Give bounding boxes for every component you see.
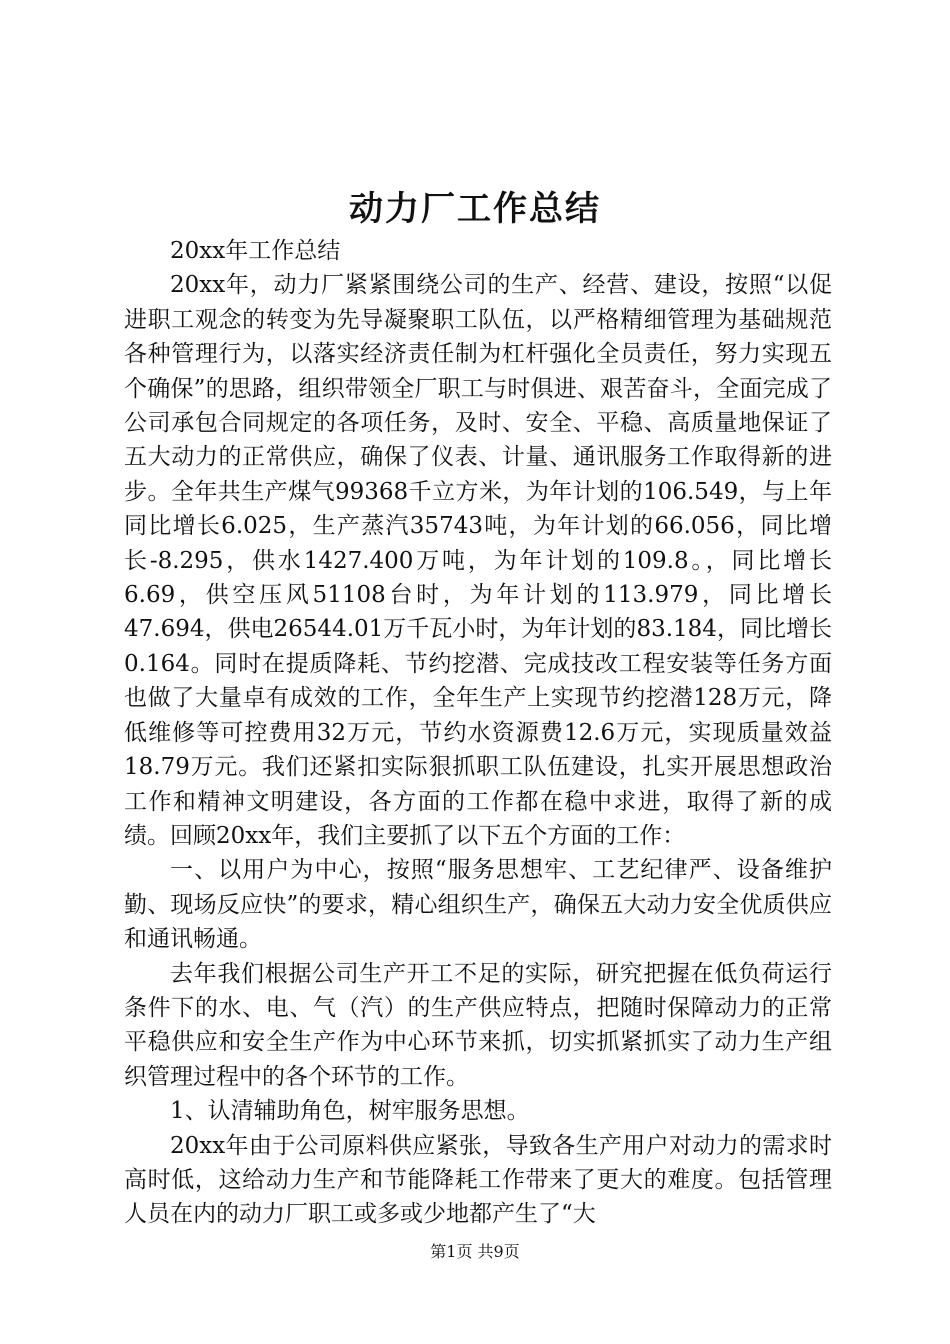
paragraph-section-one-heading: 一、以用户为中心，按照“服务思想牢、工艺纪律严、设备维护勤、现场反应快”的要求，精心组织生产，确保五大动力安全优质供应和通讯畅通。 (124, 857, 832, 953)
document-title: 动力厂工作总结 (349, 189, 601, 229)
document-body (124, 234, 832, 1232)
paragraph-section-one-body: 去年我们根据公司生产开工不足的实际，研究把握在低负荷运行条件下的水、电、气（汽）的生产供应特点，把随时保障动力的正常平稳供应和安全生产作为中心环节来抓，切实抓紧抓实了动力生产组织管理过程中的各个环节的工作。 (124, 960, 832, 1090)
paragraph-subtitle: 20xx年工作总结 (170, 238, 341, 264)
paragraph-summary: 20xx年，动力厂紧紧围绕公司的生产、经营、建设，按照“以促进职工观念的转变为先导凝聚职工队伍，以严格精细管理为基础规范各种管理行为，以落实经济责任制为杠杆强化全员责任，努力实现五个确保”的思路，组织带领全厂职工与时俱进、艰苦奋斗，全面完成了公司承包合同规定的各项任务，及时、安全、平稳、高质量地保证了五大动力的正常供应，确保了仪表、计量、通讯服务工作取得新的进步。全年共生产煤气99368千立方米，为年计划的106.549，与上年同比增长6.025，生产蒸汽35743吨，为年计划的66.056，同比增长-8.295，供水1427.400万吨，为年计划的109.8。，同比增长6.69，供空压风51108台时，为年计划的113.979，同比增长47.694，供电26544.01万千瓦小时，为年计划的83.184，同比增长0.164。同时在提质降耗、节约挖潜、完成技改工程安装等任务方面也做了大量卓有成效的工作，全年生产上实现节约挖潜128万元，降低维修等可控费用32万元，节约水资源费12.6万元，实现质量效益18.79万元。我们还紧扣实际狠抓职工队伍建设，扎实开展思想政治工作和精神文明建设，各方面的工作都在稳中求进，取得了新的成绩。回顾20xx年，我们主要抓了以下五个方面的工作： (124, 272, 832, 849)
paragraph-item-one-heading: 1、认清辅助角色，树牢服务思想。 (170, 1098, 530, 1125)
page-number-footer: 第1页 共9页 (430, 1242, 520, 1261)
paragraph-item-one-body: 20xx年由于公司原料供应紧张，导致各生产用户对动力的需求时高时低，这给动力生产和节能降耗工作带来了更大的难度。包括管理人员在内的动力厂职工或多或少地都产生了“大 (124, 1132, 832, 1228)
